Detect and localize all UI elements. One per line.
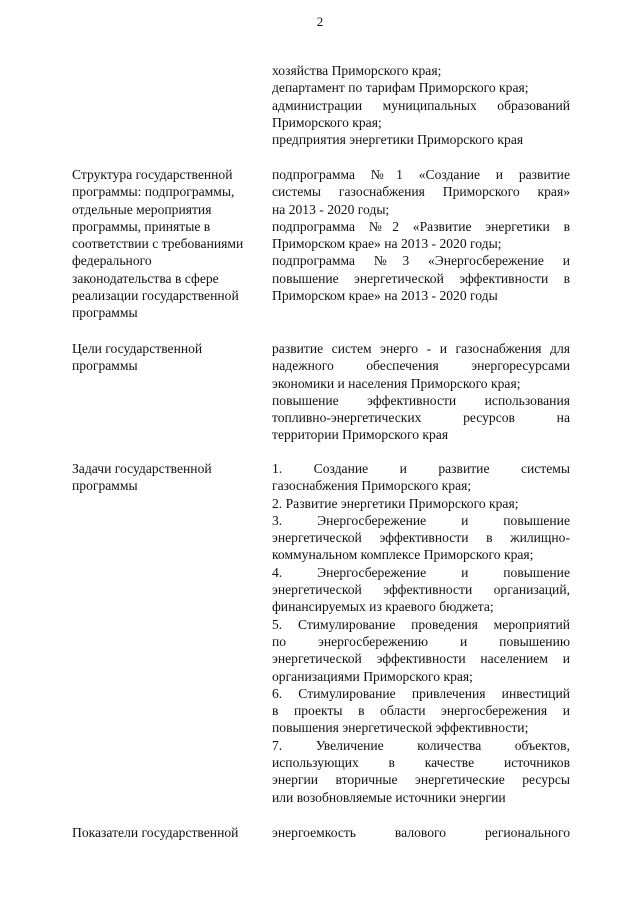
- label-line: Показатели государственной: [72, 825, 239, 840]
- content-line: финансируемых из краевого бюджета;: [272, 599, 494, 615]
- content-line: подпрограмма №2 «Развитие энергетики в: [272, 218, 570, 234]
- section-continuation-content: [272, 62, 570, 148]
- section-goals-content: [272, 340, 570, 444]
- label-line: программы: [72, 478, 138, 494]
- content-line: системы газоснабжения Приморского края»: [272, 184, 570, 200]
- label-line: программы: подпрограммы,: [72, 184, 235, 200]
- label-line: программы, принятые в: [72, 218, 211, 234]
- content-line: 2. Развитие энергетики Приморского края;: [272, 495, 519, 511]
- content-line: 5. Стимулирование проведения мероприятий: [272, 616, 570, 632]
- content-line: предприятия энергетики Приморского края: [272, 132, 524, 148]
- content-line: 3. Энергосбережение и повышение: [272, 512, 570, 528]
- content-line: развитие систем энерго - и газоснабжения для: [272, 341, 570, 356]
- content-line: организациями Приморского края;: [272, 668, 473, 684]
- content-line: повышение энергетической эффективности в: [272, 270, 570, 286]
- content-line: Приморского края;: [272, 114, 382, 130]
- section-indicators-label: [72, 824, 262, 841]
- section-tasks-content: [272, 460, 570, 806]
- label-line: программы: [72, 305, 138, 321]
- content-line: администрации муниципальных образований: [272, 97, 570, 113]
- label-line: федерального: [72, 253, 152, 269]
- content-line: Приморском крае» на 2013 - 2020 годы;: [272, 236, 502, 252]
- content-line: энергетической эффективности населением и: [272, 651, 570, 667]
- content-line: топливно-энергетических ресурсов на: [272, 410, 570, 426]
- label-line: Цели государственной: [72, 341, 203, 356]
- content-line: 1. Создание и развитие системы: [272, 461, 570, 476]
- content-line: по энергосбережению и повышению: [272, 633, 570, 649]
- content-line: использующих в качестве источников: [272, 755, 570, 771]
- content-line: на 2013 - 2020 годы;: [272, 201, 390, 217]
- content-line: 7. Увеличение количества объектов,: [272, 737, 570, 753]
- content-line: повышения энергетической эффективности;: [272, 720, 529, 736]
- content-line: в проекты в области энергосбережения и: [272, 703, 570, 719]
- content-line: газоснабжения Приморского края;: [272, 478, 472, 494]
- label-line: программы: [72, 358, 138, 374]
- content-line: хозяйства Приморского края;: [272, 63, 442, 78]
- content-line: повышение эффективности использования: [272, 392, 570, 408]
- content-line: территории Приморского края: [272, 427, 449, 443]
- label-line: реализации государственной: [72, 288, 239, 304]
- section-structure-label: [72, 166, 262, 322]
- content-line: 4. Энергосбережение и повышение: [272, 564, 570, 580]
- content-line: Приморском крае» на 2013 - 2020 годы: [272, 288, 498, 304]
- label-line: законодательства в сфере: [72, 270, 219, 286]
- label-line: Структура государственной: [72, 167, 233, 182]
- page-number: 2: [316, 14, 324, 29]
- content-line: коммунальном комплексе Приморского края;: [272, 547, 534, 563]
- content-line: экономики и населения Приморского края;: [272, 375, 521, 391]
- label-line: Задачи государственной: [72, 461, 212, 476]
- label-line: соответствии с требованиями: [72, 236, 244, 252]
- label-line: отдельные мероприятия: [72, 201, 212, 217]
- section-goals-label: [72, 340, 262, 375]
- content-line: 6. Стимулирование привлечения инвестиций: [272, 685, 570, 701]
- section-indicators-content: [272, 824, 570, 841]
- content-line: энергетической эффективности организаций,: [272, 582, 570, 598]
- content-line: энергетической эффективности в жилищно-: [272, 530, 570, 546]
- content-line: энергоемкость валового регионального: [272, 825, 570, 840]
- content-line: надежного обеспечения энергоресурсами: [272, 358, 570, 374]
- content-line: подпрограмма №3 «Энергосбережение и: [272, 253, 570, 269]
- content-line: энергии вторичные энергетические ресурсы: [272, 772, 570, 788]
- content-line: департамент по тарифам Приморского края;: [272, 80, 529, 96]
- content-line: подпрограмма №1 «Создание и развитие: [272, 167, 570, 182]
- section-structure-content: [272, 166, 570, 304]
- content-line: или возобновляемые источники энергии: [272, 789, 506, 805]
- section-tasks-label: [72, 460, 262, 495]
